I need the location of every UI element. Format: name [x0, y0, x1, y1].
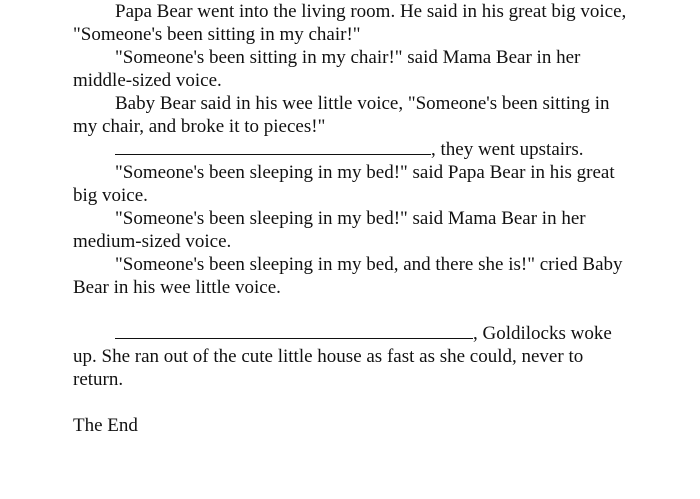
- paragraph-baby-chair: Baby Bear said in his wee little voice, "Someone's been sitting in my chair, and broke it to pieces!": [73, 93, 610, 137]
- paragraph-mama-chair: "Someone's been sitting in my chair!" said Mama Bear in her middle-sized voice.: [73, 47, 581, 91]
- story-document: [73, 0, 633, 437]
- paragraph-went-upstairs: [73, 138, 633, 161]
- paragraph-papa-bed: "Someone's been sleeping in my bed!" said Papa Bear in his great big voice.: [73, 162, 615, 206]
- goldilocks-wakes-text: , Goldilocks woke up. She ran out of the cute little house as fast as she could, never to return.: [73, 323, 612, 390]
- paragraph-spacer: [73, 299, 633, 322]
- fill-in-blank-1[interactable]: [115, 139, 431, 155]
- paragraph-mama-bed: "Someone's been sleeping in my bed!" said Mama Bear in her medium-sized voice.: [73, 208, 586, 252]
- paragraph-papa-living-room: Papa Bear went into the living room. He said in his great big voice, "Someone's been sitting in my chair!": [73, 1, 627, 45]
- went-upstairs-text: , they went upstairs.: [431, 139, 584, 160]
- paragraph-baby-bed: "Someone's been sleeping in my bed, and there she is!" cried Baby Bear in his wee little voice.: [73, 254, 623, 298]
- paragraph-goldilocks-wakes: [73, 322, 633, 391]
- fill-in-blank-2[interactable]: [115, 323, 473, 339]
- paragraph-spacer: [73, 391, 633, 414]
- the-end-text: The End: [73, 415, 138, 436]
